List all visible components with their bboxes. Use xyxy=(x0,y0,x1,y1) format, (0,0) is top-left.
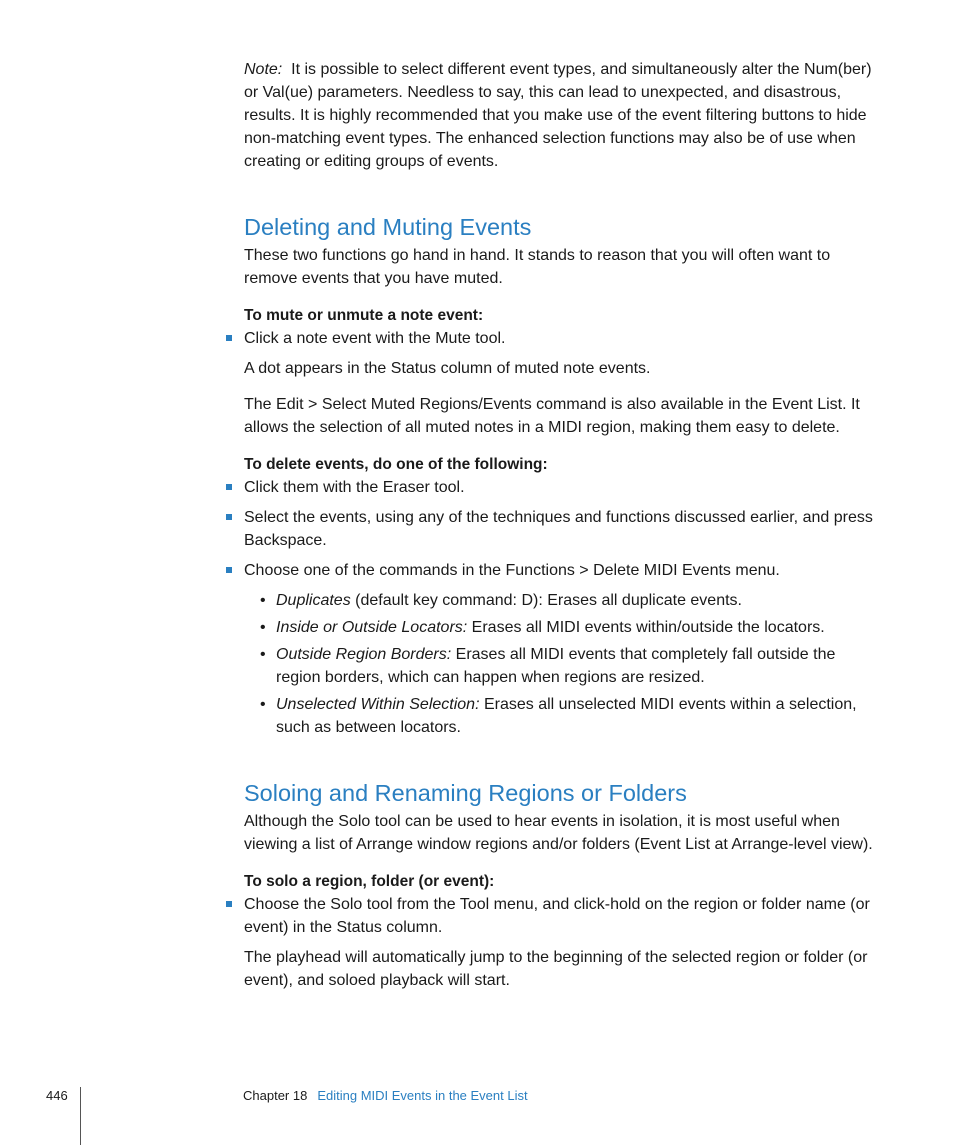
section-heading-soloing-renaming: Soloing and Renaming Regions or Folders xyxy=(244,780,687,806)
delete-step xyxy=(244,506,874,552)
delete-step-text: Select the events, using any of the techniques and functions discussed earlier, and press Backspace. xyxy=(244,509,873,549)
command-description: (default key command: D): Erases all duplicate events. xyxy=(350,592,742,609)
solo-steps xyxy=(244,893,874,939)
delete-step-text: Click them with the Eraser tool. xyxy=(244,479,465,496)
bullet-dot-icon: • xyxy=(260,646,266,663)
command-description: Erases all unselected MIDI events within a selection, such as between locators. xyxy=(276,696,857,736)
mute-step xyxy=(244,327,874,350)
bullet-dot-icon: • xyxy=(260,696,266,713)
section2-intro: Although the Solo tool can be used to hear events in isolation, it is most useful when viewing a list of Arrange window regions and/or folders (Event List at Arrange-level view). xyxy=(244,813,873,853)
bullet-square-icon xyxy=(226,484,232,490)
mute-extra: The Edit > Select Muted Regions/Events command is also available in the Event List. It allows the selection of all muted notes in a MIDI region, making them easy to delete. xyxy=(244,396,860,436)
mute-step-text: Click a note event with the Mute tool. xyxy=(244,330,506,347)
chapter-label: Chapter 18 xyxy=(243,1088,308,1103)
solo-result: The playhead will automatically jump to the beginning of the selected region or folder (or event), and soloed playback will start. xyxy=(244,949,868,989)
delete-command-list xyxy=(244,589,874,739)
bullet-dot-icon: • xyxy=(260,619,266,636)
command-term: Unselected Within Selection: xyxy=(276,696,480,713)
command-term: Duplicates xyxy=(276,592,351,609)
delete-step xyxy=(244,476,874,499)
command-term: Outside Region Borders: xyxy=(276,646,452,663)
delete-step-text: Choose one of the commands in the Functions > Delete MIDI Events menu. xyxy=(244,562,780,579)
bullet-square-icon xyxy=(226,567,232,573)
delete-command-item xyxy=(260,589,874,612)
delete-steps xyxy=(244,476,874,582)
delete-command-item xyxy=(260,643,874,689)
running-footer xyxy=(243,1088,528,1103)
note-label: Note: xyxy=(244,61,283,78)
bullet-dot-icon: • xyxy=(260,592,266,609)
bullet-square-icon xyxy=(226,514,232,520)
section-heading-deleting-muting: Deleting and Muting Events xyxy=(244,214,532,240)
delete-step xyxy=(244,559,874,582)
delete-command-item xyxy=(260,616,874,639)
page-number: 446 xyxy=(46,1088,68,1103)
command-description: Erases all MIDI events that completely fall outside the region borders, which can happen when regions are resized. xyxy=(276,646,836,686)
section-soloing xyxy=(244,779,874,992)
command-term: Inside or Outside Locators: xyxy=(276,619,468,636)
command-description: Erases all MIDI events within/outside the locators. xyxy=(467,619,825,636)
chapter-title: Editing MIDI Events in the Event List xyxy=(317,1088,528,1103)
mute-procedure-lead: To mute or unmute a note event: xyxy=(244,307,484,324)
mute-steps xyxy=(244,327,874,350)
solo-step xyxy=(244,893,874,939)
solo-procedure-lead: To solo a region, folder (or event): xyxy=(244,873,495,890)
note-paragraph xyxy=(244,58,874,173)
mute-result: A dot appears in the Status column of muted note events. xyxy=(244,360,651,377)
note-text: It is possible to select different event types, and simultaneously alter the Num(ber) or Val(ue) parameters. Needless to say, this can lead to unexpected, and disastrous, results. It is highly recommended that you make use of the event filtering buttons to hide non-matching event types. The enhanced selection functions may also be of use when creating or editing groups of events. xyxy=(244,61,872,170)
footer-divider xyxy=(80,1087,81,1145)
bullet-square-icon xyxy=(226,901,232,907)
section1-intro: These two functions go hand in hand. It stands to reason that you will often want to remove events that you have muted. xyxy=(244,247,831,287)
delete-command-item xyxy=(260,693,874,739)
page-content xyxy=(244,58,874,992)
delete-procedure-lead: To delete events, do one of the following: xyxy=(244,456,548,473)
bullet-square-icon xyxy=(226,335,232,341)
solo-step-text: Choose the Solo tool from the Tool menu, and click-hold on the region or folder name (or event) in the Status column. xyxy=(244,896,870,936)
